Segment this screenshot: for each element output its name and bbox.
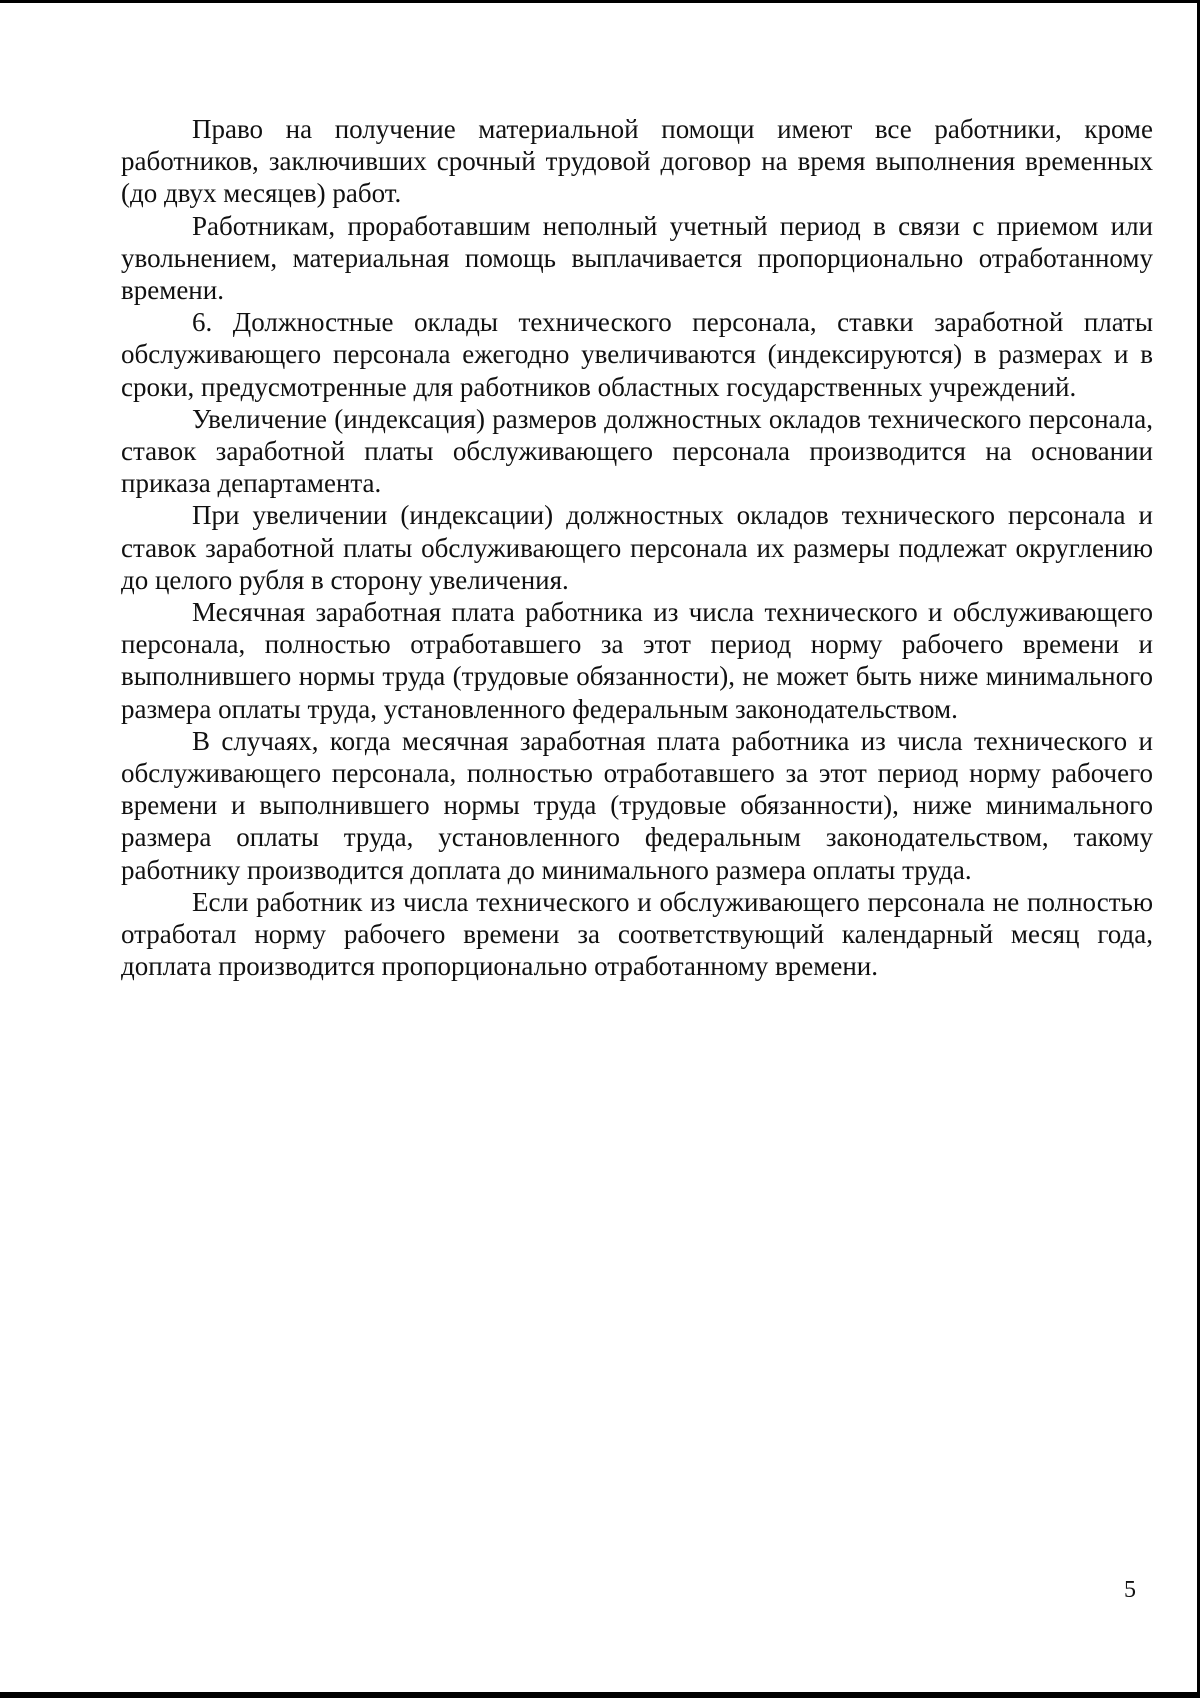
paragraph: Право на получение материальной помощи имеют все работники, кроме работников, заключивших срочный трудовой договор на время выполнения временных (до двух месяцев) работ. [121,114,1153,209]
paragraph: Месячная заработная плата работника из числа технического и обслуживающего персонала, полностью отработавшего за этот период норму рабочего времени и выполнившего нормы труда (трудовые обязанности), не может быть ниже минимального размера оплаты труда, установленного федеральным законодательством. [121,597,1153,724]
paragraph: 6. Должностные оклады технического персонала, ставки заработной платы обслуживающего персонала ежегодно увеличиваются (индексируются) в размерах и в сроки, предусмотренные для работников областных государственных учреждений. [121,307,1153,402]
page-number: 5 [1124,1577,1136,1603]
paragraph: Работникам, проработавшим неполный учетный период в связи с приемом или увольнением, материальная помощь выплачивается пропорционально отработанному времени. [121,210,1153,306]
paragraph: При увеличении (индексации) должностных окладов технического персонала и ставок заработной платы обслуживающего персонала их размеры подлежат округлению до целого рубля в сторону увеличения. [121,500,1153,595]
paragraph: В случаях, когда месячная заработная плата работника из числа технического и обслуживающего персонала, полностью отработавшего за этот период норму рабочего времени и выполнившего нормы труда (трудовые обязанности), ниже минимального размера оплаты труда, установленного федеральным законодательством, такому работнику производится доплата до минимального размера оплаты труда. [121,725,1153,885]
paragraph: Если работник из числа технического и обслуживающего персонала не полностью отработал норму рабочего времени за соответствующий календарный месяц года, доплата производится пропорционально отработанному времени. [121,886,1153,982]
paragraph: Увеличение (индексация) размеров должностных окладов технического персонала, ставок заработной платы обслуживающего персонала производится на основании приказа департамента. [121,403,1153,499]
document-body [121,113,1153,982]
